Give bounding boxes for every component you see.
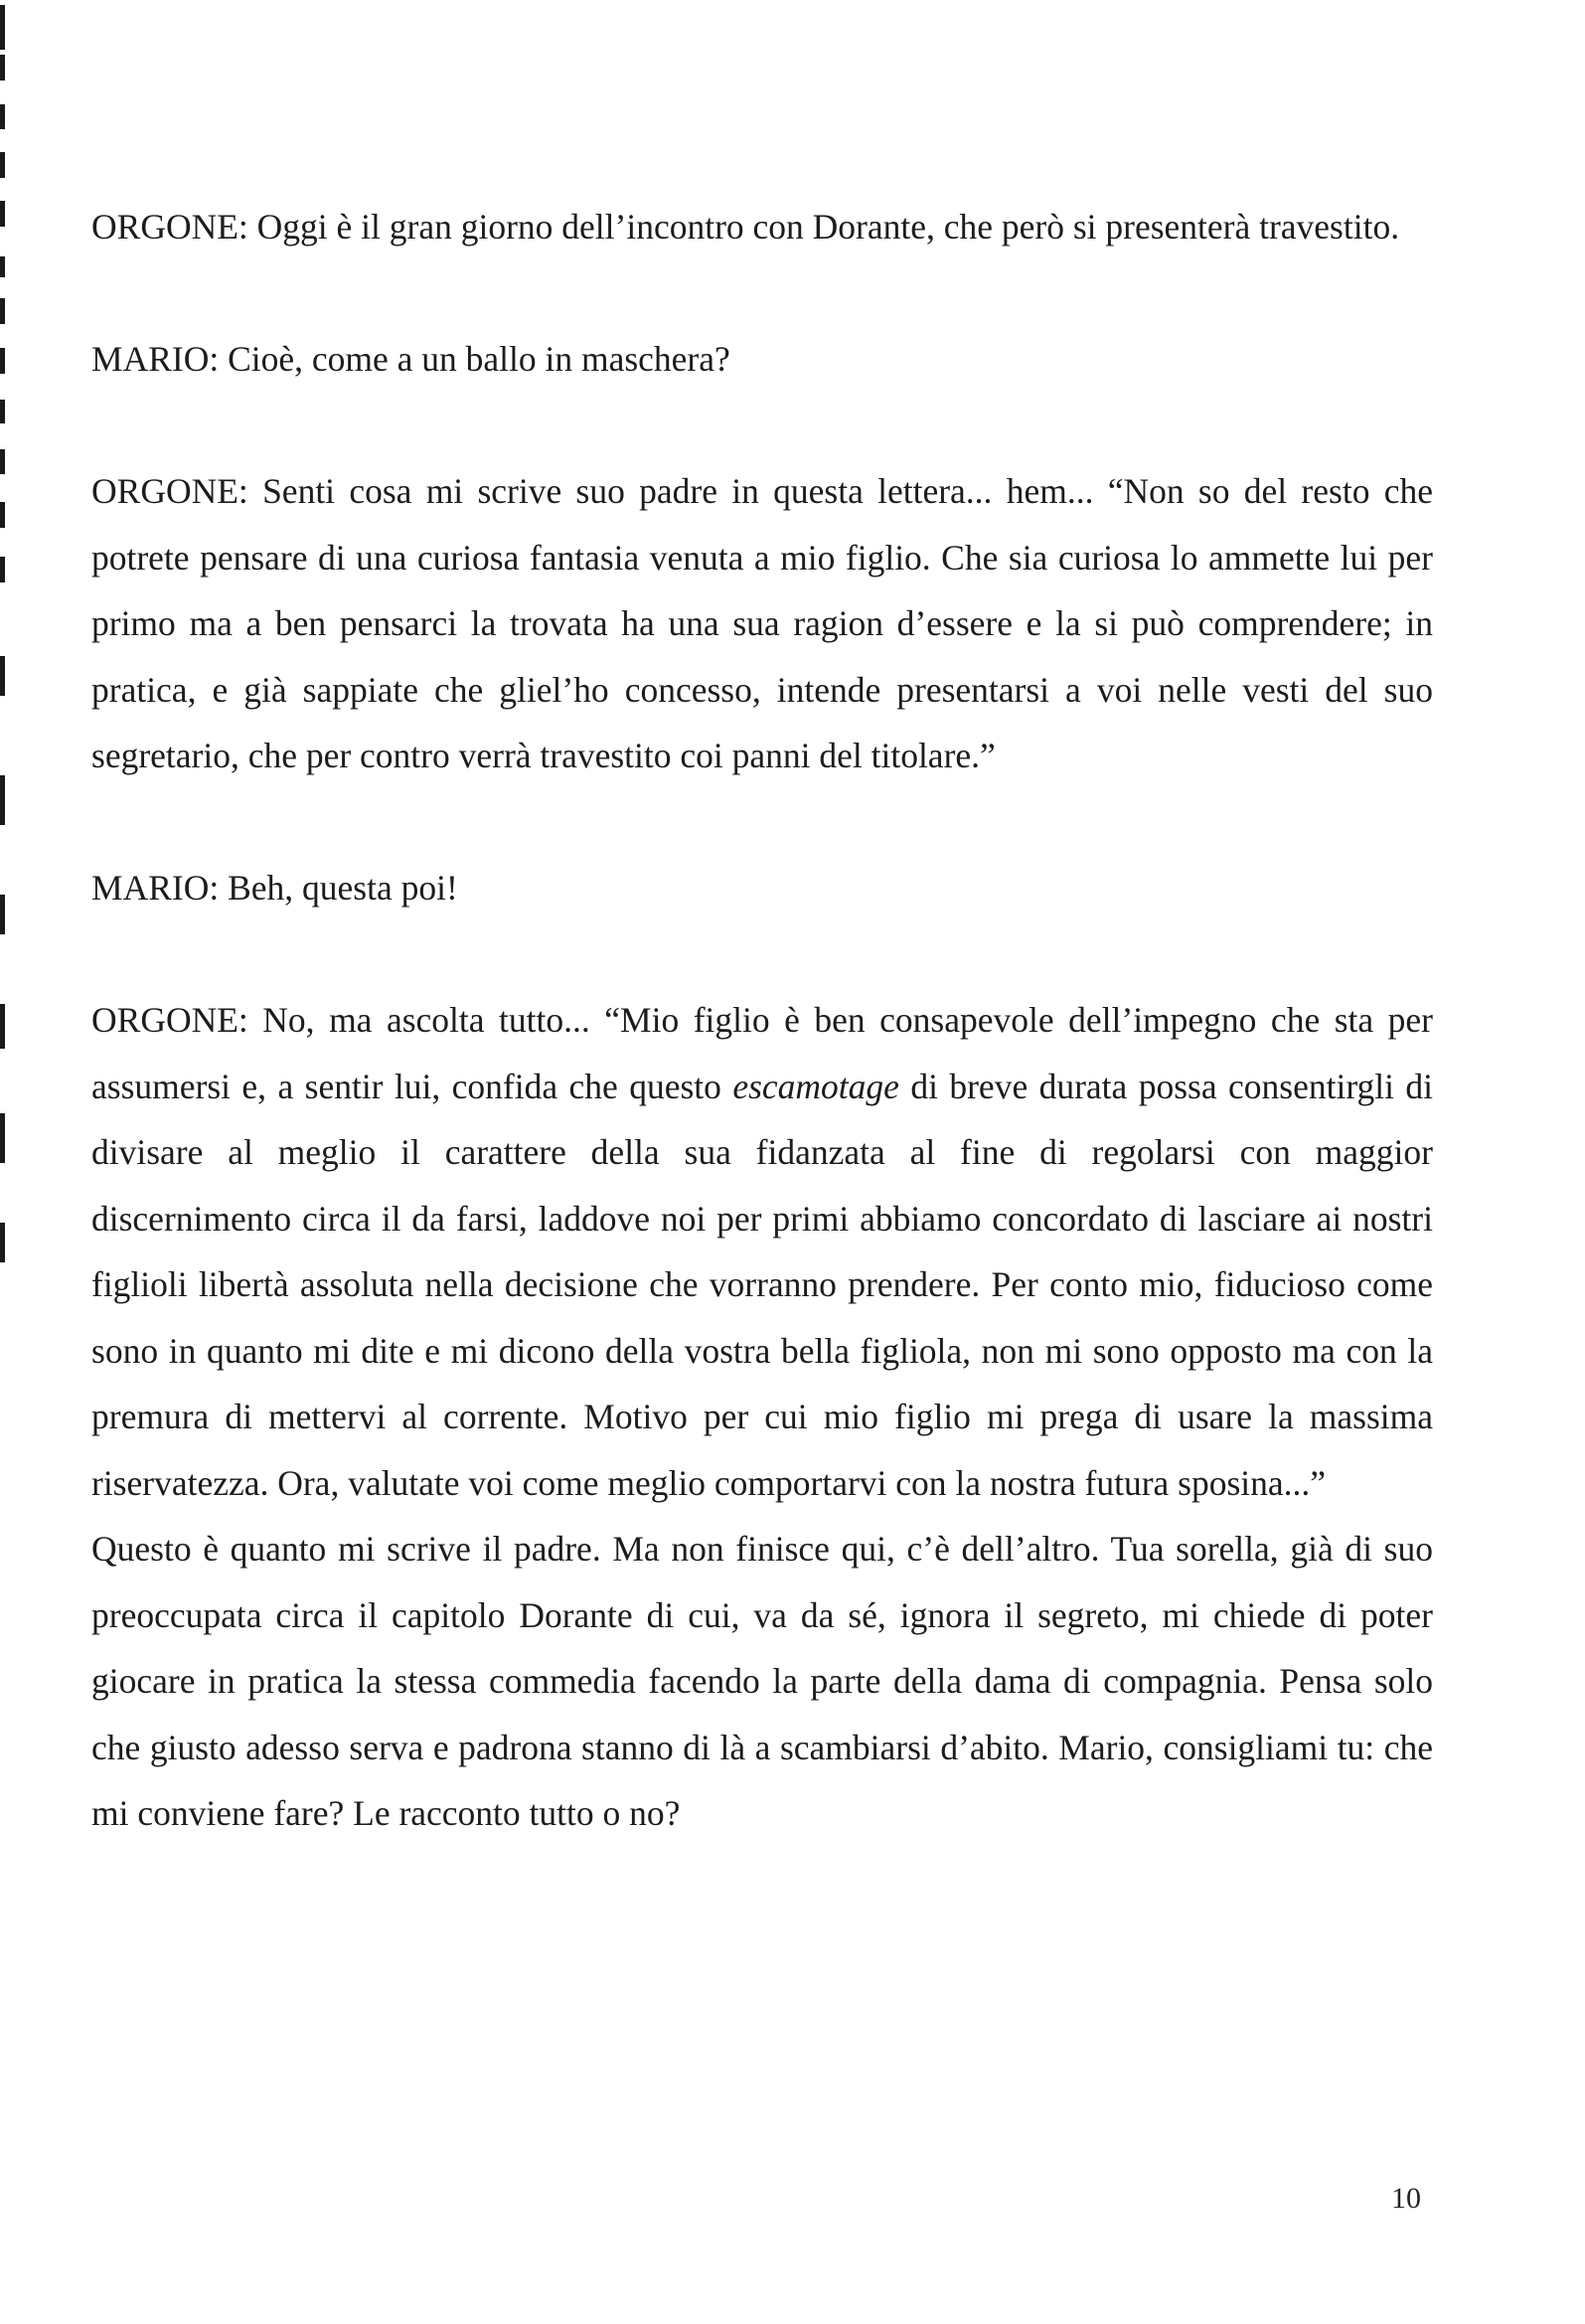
speaker-label: ORGONE: <box>91 1000 248 1040</box>
scan-binding-marks <box>0 0 8 2324</box>
page-number: 10 <box>1391 2182 1421 2215</box>
dialogue-paragraph <box>91 1516 1433 1847</box>
dialogue-paragraph <box>91 326 1433 393</box>
document-page <box>91 194 1433 1847</box>
speaker-label: MARIO: <box>91 868 220 908</box>
speaker-label: MARIO: <box>91 339 220 379</box>
dialogue-text: Questo è quanto mi scrive il padre. Ma non finisce qui, c’è dell’altro. Tua sorella, già di suo preoccupata circa il capitolo Dorante di cui, va da sé, ignora il segreto, mi chiede di poter giocare in pratica la stessa commedia facendo la parte della dama di compagnia. Pensa solo che giusto adesso serva e padrona stanno di là a scambiarsi d’abito. Mario, consigliami tu: che mi conviene fare? Le racconto tutto o no? <box>91 1529 1433 1833</box>
dialogue-text: Beh, questa poi! <box>219 868 458 908</box>
dialogue-paragraph <box>91 987 1433 1516</box>
dialogue-text: Cioè, come a un ballo in maschera? <box>219 339 730 379</box>
dialogue-paragraph <box>91 458 1433 789</box>
speaker-label: ORGONE: <box>91 471 248 511</box>
dialogue-text: No, ma ascolta tutto... “Mio figlio è ben consapevole dell’impegno che sta per assumersi e, a sentir lui, confida che questo <box>91 1000 1433 1106</box>
speaker-label: ORGONE: <box>91 207 248 247</box>
italic-term: escamotage <box>732 1066 899 1106</box>
dialogue-paragraph <box>91 194 1433 260</box>
dialogue-text: Senti cosa mi scrive suo padre in questa lettera... hem... “Non so del resto che potrete pensare di una curiosa fantasia venuta a mio figlio. Che sia curiosa lo ammette lui per primo ma a ben pensarci la trovata ha una sua ragion d’essere e la si può comprendere; in pratica, e già sappiate che gliel’ho concesso, intende presentarsi a voi nelle vesti del suo segretario, che per contro verrà travestito coi panni del titolare.” <box>91 471 1433 775</box>
dialogue-paragraph <box>91 855 1433 921</box>
dialogue-text: di breve durata possa consentirgli di divisare al meglio il carattere della sua fidanzata al fine di regolarsi con maggior discernimento circa il da farsi, laddove noi per primi abbiamo concordato di lasciare ai nostri figlioli libertà assoluta nella decisione che vorranno prendere. Per conto mio, fiducioso come sono in quanto mi dite e mi dicono della vostra bella figliola, non mi sono opposto ma con la premura di mettervi al corrente. Motivo per cui mio figlio mi prega di usare la massima riservatezza. Ora, valutate voi come meglio comportarvi con la nostra futura sposina...” <box>91 1066 1434 1503</box>
dialogue-text: Oggi è il gran giorno dell’incontro con Dorante, che però si presenterà travestito. <box>247 207 1400 247</box>
